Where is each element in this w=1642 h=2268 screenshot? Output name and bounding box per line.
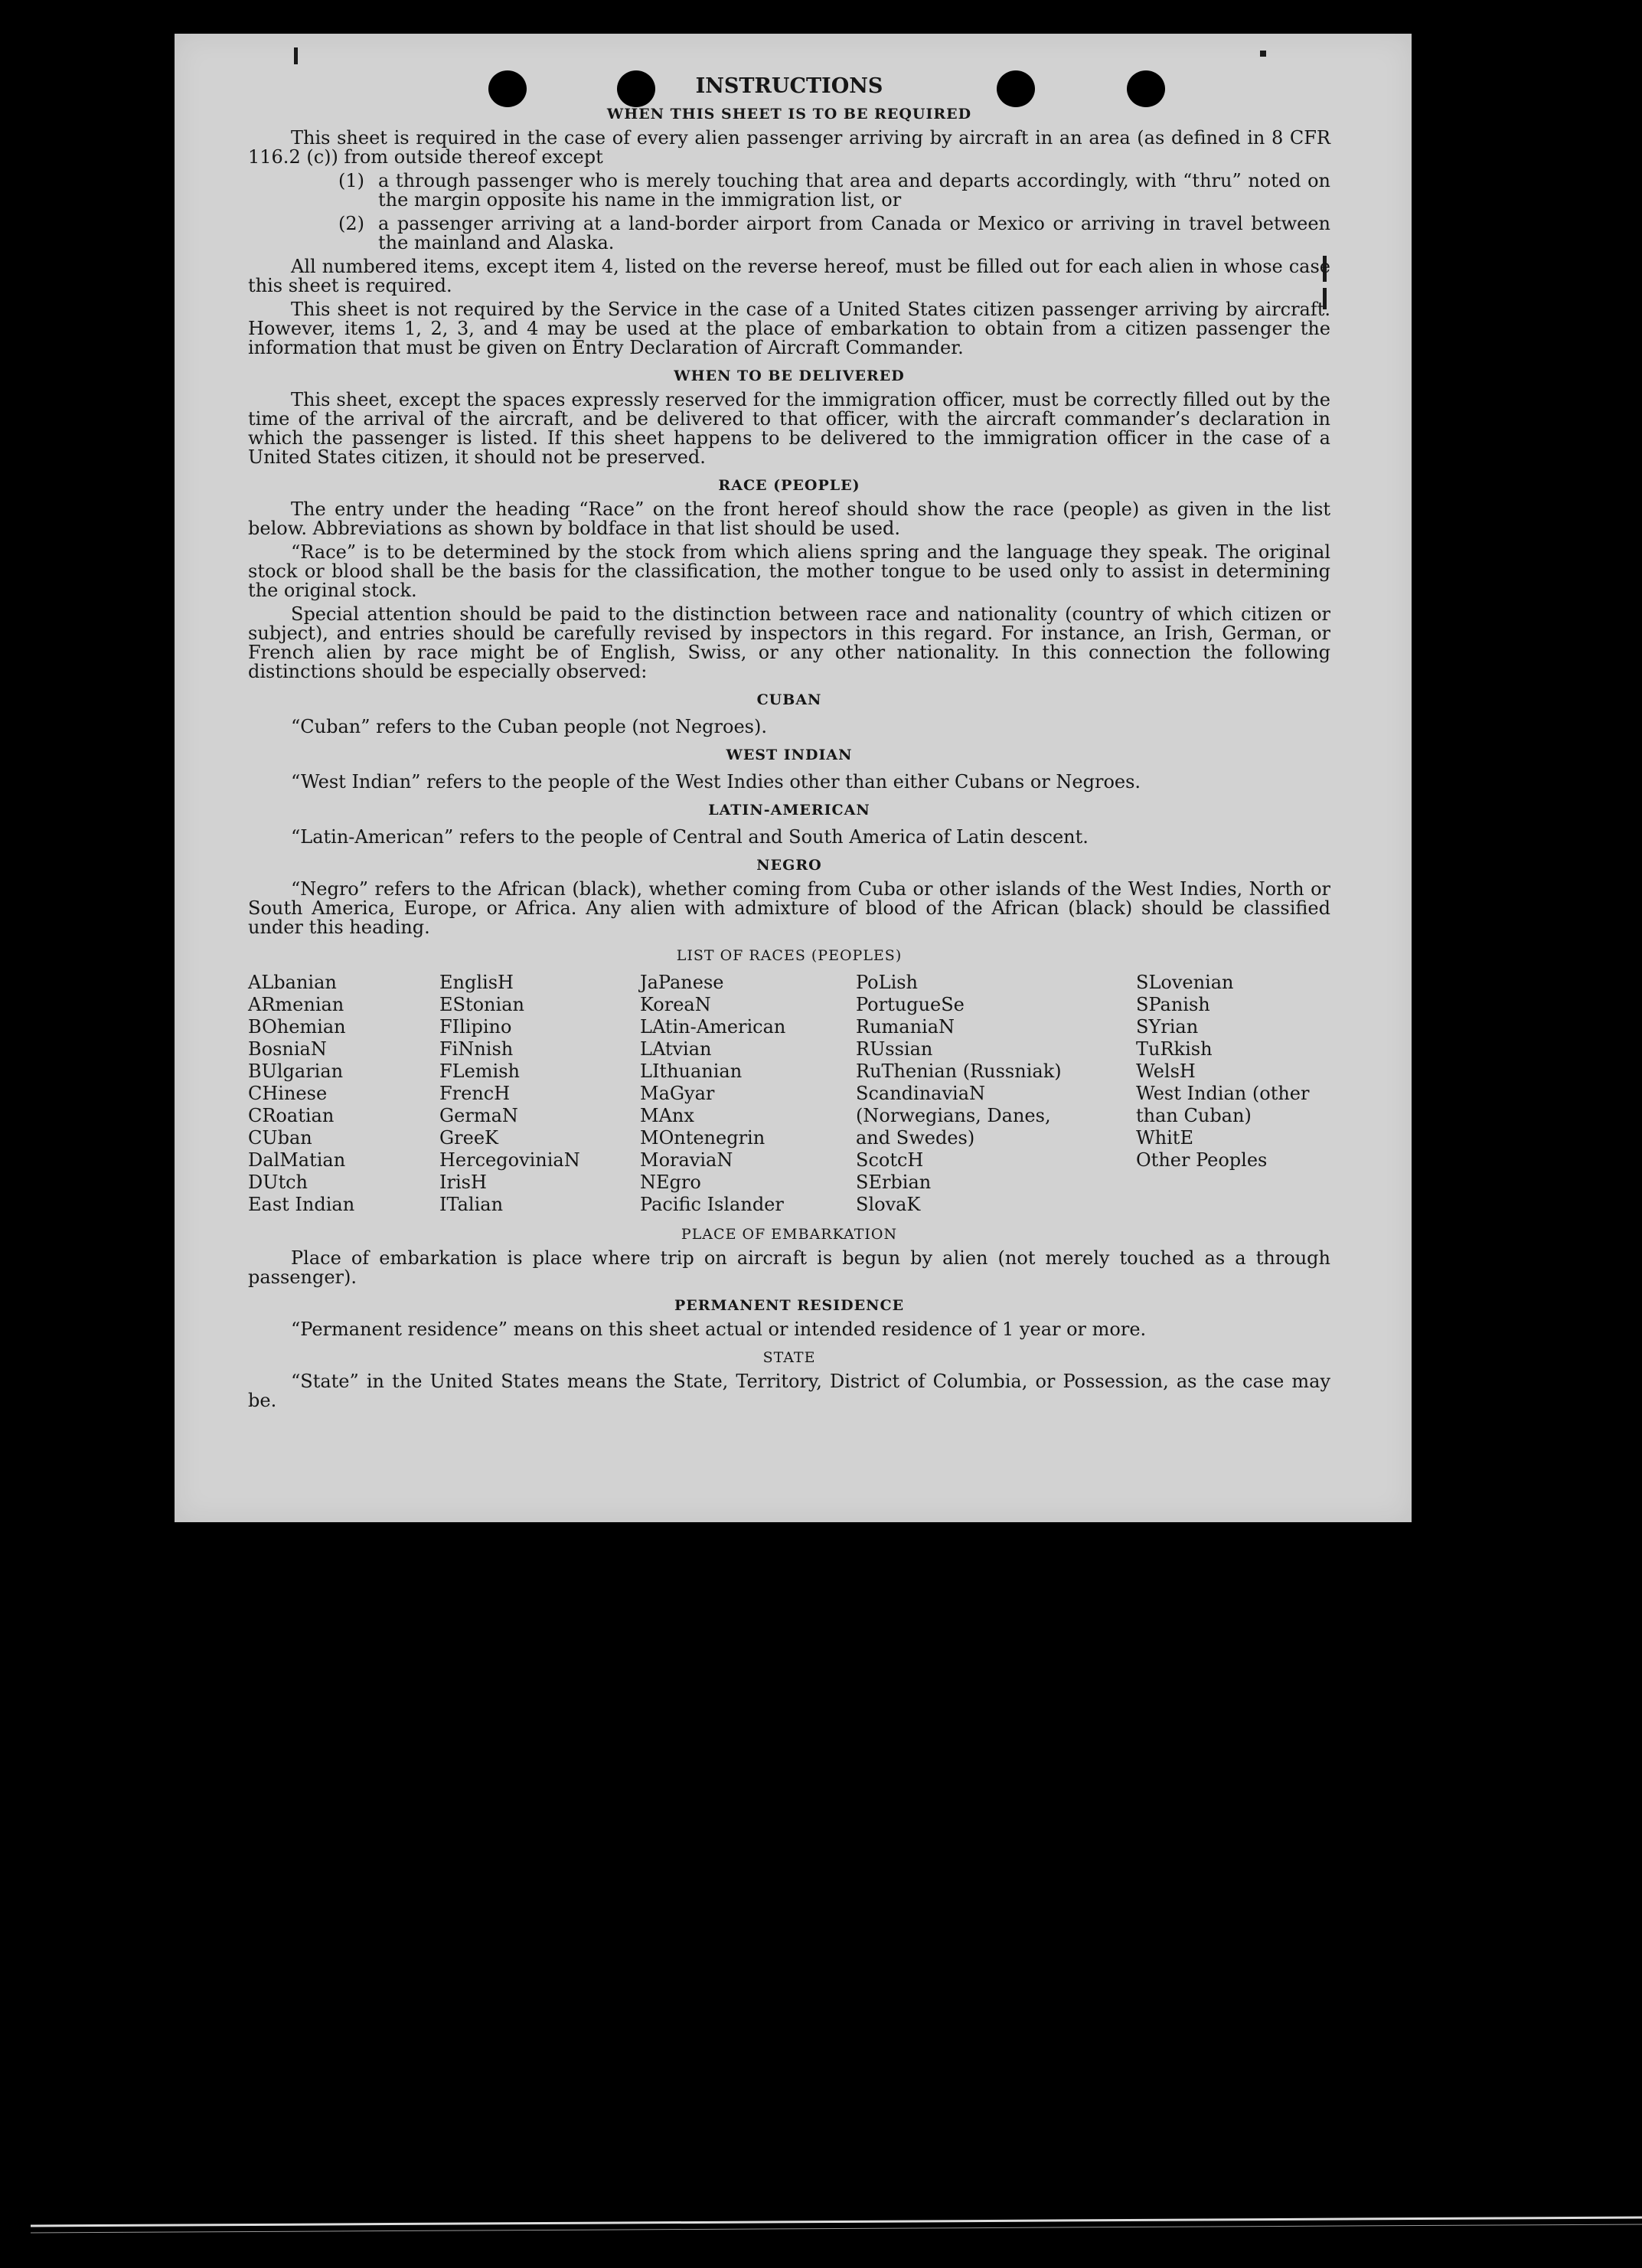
race-item: Other Peoples — [1136, 1149, 1268, 1171]
section-heading: WEST INDIAN — [726, 747, 853, 763]
item-number: (1) — [338, 170, 364, 191]
race-item: LAtvian — [640, 1038, 712, 1060]
race-item: CRoatian — [248, 1105, 335, 1126]
race-item: FiNnish — [439, 1038, 514, 1060]
paragraph: “Race” is to be determined by the stock from which aliens spring and the language they speak. The original stock or blood shall be the basis for the classification, the mother tongue to be used only to assist in determining the original stock. — [248, 541, 1330, 601]
item-text: a through passenger who is merely touching that area and departs accordingly, with “thru” noted on the margin opposite his name in the immigration list, or — [378, 170, 1330, 211]
numbered-item — [248, 172, 1330, 210]
item-number: (2) — [338, 213, 364, 234]
paragraph: “Negro” refers to the African (black), whether coming from Cuba or other islands of the West Indies, North or South America, Europe, or Africa. Any alien with admixture of blood of the African (black) should be classified under this heading. — [248, 878, 1330, 938]
race-item: DUtch — [248, 1172, 308, 1193]
race-item: LIthuanian — [640, 1060, 743, 1082]
race-item: WhitE — [1136, 1127, 1193, 1149]
section-heading: WHEN THIS SHEET IS TO BE REQUIRED — [606, 106, 972, 123]
paragraph: “Cuban” refers to the Cuban people (not Negroes). — [291, 716, 767, 737]
race-item: MOntenegrin — [640, 1127, 766, 1149]
race-item: BosniaN — [248, 1038, 327, 1060]
race-item: ALbanian — [248, 972, 337, 993]
race-item: ARmenian — [248, 994, 344, 1015]
race-item: PortugueSe — [856, 994, 965, 1015]
race-item: RUssian — [856, 1038, 933, 1060]
paragraph: This sheet is required in the case of every alien passenger arriving by aircraft in an area (as defined in 8 CFR 116.2 (c)) from outside thereof except — [248, 127, 1330, 168]
paragraph: Special attention should be paid to the distinction between race and nationality (country of which citizen or subject), and entries should be carefully revised by inspectors in this regard. For instance, an Irish, German, or French alien by race might be of English, Swiss, or any other nationality. In this connection the following distinctions should be especially observed: — [248, 603, 1330, 682]
section-heading: STATE — [762, 1349, 816, 1366]
paragraph: “Latin-American” refers to the people of Central and South America of Latin descent. — [291, 826, 1089, 848]
section-heading: LIST OF RACES (PEOPLES) — [676, 947, 903, 964]
scan-speck — [294, 47, 298, 64]
numbered-item — [248, 214, 1330, 253]
race-item: GermaN — [439, 1105, 518, 1126]
race-item: PoLish — [856, 972, 919, 993]
paragraph: All numbered items, except item 4, listed on the reverse hereof, must be filled out for each alien in whose case this sheet is required. — [248, 256, 1330, 296]
races-column — [856, 972, 1136, 1216]
race-item: FIlipino — [439, 1016, 512, 1038]
paragraph: “Permanent residence” means on this sheet actual or intended residence of 1 year or more. — [291, 1319, 1147, 1340]
section-heading: PLACE OF EMBARKATION — [681, 1226, 898, 1243]
section-heading: RACE (PEOPLE) — [718, 477, 860, 494]
race-item: MaGyar — [640, 1083, 715, 1104]
races-column — [1136, 972, 1330, 1216]
race-item: NEgro — [640, 1172, 701, 1193]
races-column — [248, 972, 439, 1216]
race-item: KoreaN — [640, 994, 711, 1015]
race-item: West Indian (other than Cuban) — [1136, 1083, 1310, 1126]
race-item: RuThenian (Russniak) — [856, 1060, 1062, 1082]
paragraph: “West Indian” refers to the people of the West Indies other than either Cubans or Negroes. — [291, 771, 1141, 792]
race-item: LAtin-American — [640, 1016, 786, 1038]
section-heading: NEGRO — [756, 857, 822, 874]
race-item: SlovaK — [856, 1194, 921, 1215]
race-item: SPanish — [1136, 994, 1210, 1015]
races-column — [439, 972, 640, 1216]
race-item: BOhemian — [248, 1016, 346, 1038]
section-heading: LATIN-AMERICAN — [708, 802, 870, 819]
paragraph: Place of embarkation is place where trip on aircraft is begun by alien (not merely touched as a through passenger). — [248, 1247, 1330, 1288]
race-item: ScotcH — [856, 1149, 924, 1171]
page-title: INSTRUCTIONS — [695, 74, 883, 98]
paragraph: This sheet is not required by the Service in the case of a United States citizen passenger arriving by aircraft. However, items 1, 2, 3, and 4 may be used at the place of embarkation to obtain from a citizen passenger the information that must be given on Entry Declaration of Aircraft Commander. — [248, 299, 1330, 358]
race-item: EnglisH — [439, 972, 514, 993]
race-item: SLovenian — [1136, 972, 1234, 993]
race-item: EStonian — [439, 994, 524, 1015]
races-list — [248, 972, 1330, 1216]
paragraph: This sheet, except the spaces expressly reserved for the immigration officer, must be correctly filled out by the time of the arrival of the aircraft, and be delivered to that officer, with the aircraft commander’s declaration in which the passenger is listed. If this sheet happens to be delivered to the immigration officer in the case of a United States citizen, it should not be preserved. — [248, 389, 1330, 468]
race-item: TuRkish — [1136, 1038, 1213, 1060]
item-text: a passenger arriving at a land-border airport from Canada or Mexico or arriving in travel between the mainland and Alaska. — [378, 213, 1330, 253]
race-item: SYrian — [1136, 1016, 1199, 1038]
section-heading: PERMANENT RESIDENCE — [674, 1297, 905, 1314]
race-item: Pacific Islander — [640, 1194, 784, 1215]
paragraph: “State” in the United States means the State, Territory, District of Columbia, or Possession, as the case may be. — [248, 1371, 1330, 1411]
scan-speck — [1260, 51, 1266, 57]
race-item: SErbian — [856, 1172, 932, 1193]
race-item: ITalian — [439, 1194, 504, 1215]
section-heading: CUBAN — [756, 691, 822, 708]
race-item: MAnx — [640, 1105, 694, 1126]
races-column — [640, 972, 856, 1216]
race-item: HercegoviniaN — [439, 1149, 580, 1171]
race-item: BUlgarian — [248, 1060, 344, 1082]
race-item: IrisH — [439, 1172, 487, 1193]
race-item: FLemish — [439, 1060, 520, 1082]
race-item: WelsH — [1136, 1060, 1196, 1082]
race-item: DalMatian — [248, 1149, 346, 1171]
instructions-text — [248, 74, 1330, 1415]
section-heading: WHEN TO BE DELIVERED — [674, 368, 905, 384]
race-item: East Indian — [248, 1194, 355, 1215]
race-item: GreeK — [439, 1127, 498, 1149]
document-page — [175, 34, 1412, 1522]
paragraph: The entry under the heading “Race” on the front hereof should show the race (people) as given in the list below. Abbreviations as shown by boldface in that list should be used. — [248, 498, 1330, 539]
race-item: FrencH — [439, 1083, 511, 1104]
race-item: ScandinaviaN (Norwegians, Danes, and Swedes) — [856, 1083, 1051, 1149]
race-item: JaPanese — [640, 972, 724, 993]
race-item: CUban — [248, 1127, 312, 1149]
race-item: RumaniaN — [856, 1016, 955, 1038]
race-item: MoraviaN — [640, 1149, 733, 1171]
race-item: CHinese — [248, 1083, 328, 1104]
